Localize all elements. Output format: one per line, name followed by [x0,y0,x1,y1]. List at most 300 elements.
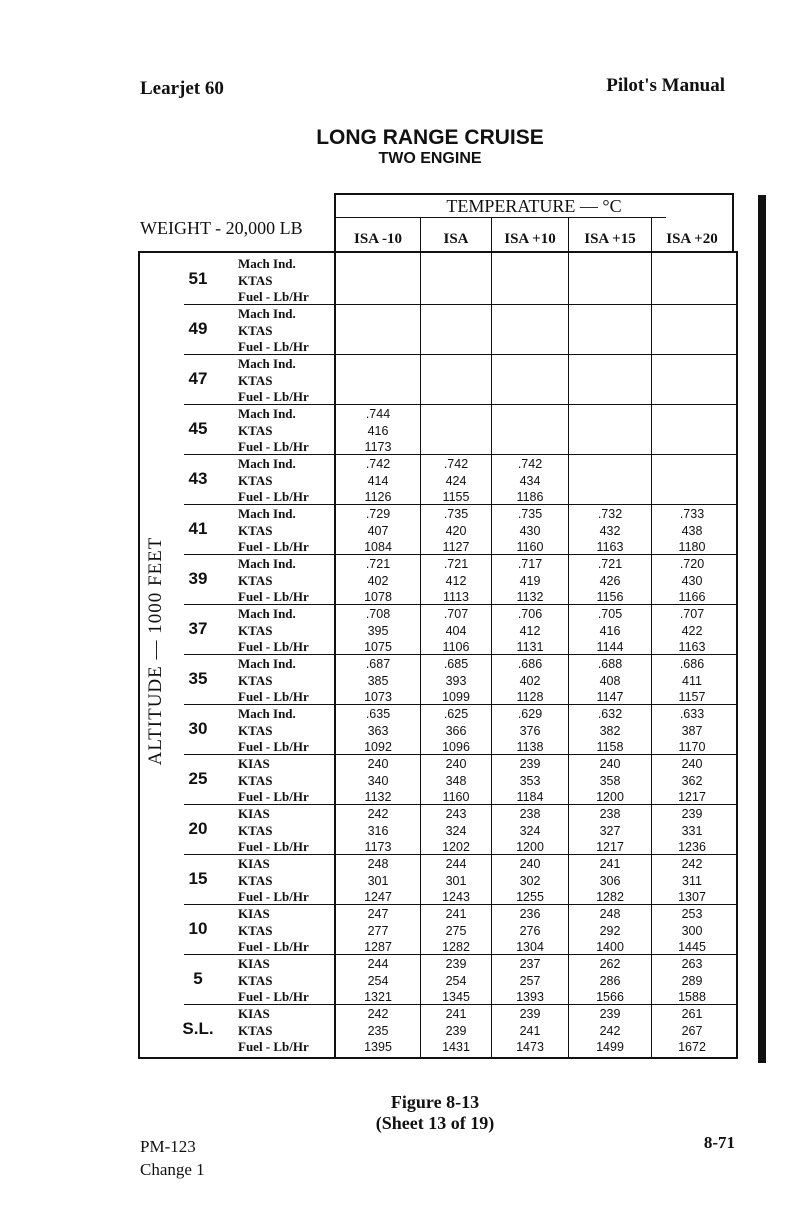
cell-value: 331 [681,823,703,838]
cell-value: 1431 [442,1040,470,1054]
cell-value: 239 [445,1023,467,1038]
cell-value: 253 [681,907,703,921]
cell-value: 1499 [596,1040,624,1054]
table-cell [569,606,651,656]
altitude-value: 25 [188,769,208,788]
cell-value: 424 [445,473,467,488]
altitude-axis-label: ALTITUDE — 1000 FEET [145,536,166,766]
col-header-isa: ISA [443,231,469,247]
cell-value: 408 [599,673,621,688]
cell-value: 1132 [516,590,544,604]
param-label-ktas: KTAS [238,822,273,838]
param-label-fuel: Fuel - Lb/Hr [238,1039,309,1054]
param-label-fuel: Fuel - Lb/Hr [238,789,309,804]
cell-value: 242 [367,1007,389,1021]
cell-value: 1588 [678,990,706,1004]
cell-value: 1287 [364,940,392,954]
cell-value: 242 [681,857,703,871]
table-cell [336,956,420,1006]
cell-value: 1126 [364,490,392,504]
param-label-mach: Mach Ind. [238,356,296,371]
cell-value: .629 [517,707,543,721]
cell-value: 324 [519,823,541,838]
param-label-fuel: Fuel - Lb/Hr [238,989,309,1004]
cell-value: 1147 [596,690,624,704]
table-cell [569,856,651,906]
cell-value: 1184 [516,790,544,804]
table-cell [652,506,732,556]
cell-value: 238 [599,807,621,821]
table-cell [652,756,732,806]
cell-value: 387 [681,723,703,738]
cell-value: 404 [445,623,467,638]
cell-value: .721 [365,557,391,571]
row-divider [184,304,736,305]
table-cell [336,556,420,606]
row-parameter-labels [238,556,309,606]
row-divider [184,654,736,655]
altitude-value: 51 [188,269,208,288]
cell-value: 240 [445,757,467,771]
altitude-value: S.L. [182,1019,214,1038]
altitude-value: 45 [188,419,208,438]
param-label-ktas: KTAS [238,972,273,988]
cell-value: 277 [367,923,389,938]
cell-value: 426 [599,573,621,588]
cell-value: 358 [599,773,621,788]
param-label-fuel: Fuel - Lb/Hr [238,639,309,654]
table-cell [569,906,651,956]
cell-value: 1073 [364,690,392,704]
param-label-fuel: Fuel - Lb/Hr [238,889,309,904]
table-cell [336,1006,420,1056]
cell-value: 430 [519,523,541,538]
cell-value: 1200 [516,840,544,854]
cell-value: 1566 [596,990,624,1004]
table-cell [652,1006,732,1056]
cell-value: .733 [679,507,705,521]
cell-value: .635 [365,707,391,721]
table-cell [492,656,568,706]
cell-value: 1180 [678,540,706,554]
cell-value: .706 [517,607,543,621]
cell-value: 1163 [596,540,624,554]
param-label-kias: KIAS [238,906,270,921]
table-cell [652,856,732,906]
row-parameter-labels [238,256,309,306]
cell-value: 1307 [678,890,706,904]
cell-value: 1106 [442,640,470,654]
cell-value: 239 [599,1007,621,1021]
cell-value: 254 [367,973,389,988]
table-cell [492,906,568,956]
cell-value: 402 [519,673,541,688]
table-right-border [736,251,738,1059]
row-divider [184,1004,736,1005]
cell-value: 242 [367,807,389,821]
param-label-ktas: KTAS [238,872,273,888]
cell-value: .686 [517,657,543,671]
cell-value: 1672 [678,1040,706,1054]
row-parameter-labels [238,306,309,356]
footer-doc-id: PM-123 [140,1137,196,1156]
cell-value: 1155 [442,490,470,504]
cell-value: .633 [679,707,705,721]
cell-value: .721 [443,557,469,571]
altitude-value: 43 [188,469,208,488]
param-label-mach: Mach Ind. [238,556,296,571]
cell-value: 236 [519,907,541,921]
cell-value: 248 [367,857,389,871]
table-cell [336,406,420,456]
cell-value: 289 [681,973,703,988]
altitude-value: 35 [188,669,208,688]
table-cell [421,906,491,956]
cell-value: .707 [443,607,469,621]
cell-value: 242 [599,1023,621,1038]
temp-label-underline [336,217,666,218]
row-parameter-labels [238,906,309,956]
table-cell [336,456,420,506]
cell-value: 257 [519,973,541,988]
cell-value: 395 [367,623,389,638]
table-cell [652,906,732,956]
param-label-fuel: Fuel - Lb/Hr [238,739,309,754]
row-parameter-labels [238,506,309,556]
cell-value: .705 [597,607,623,621]
table-cell [421,1006,491,1056]
cell-value: 244 [367,957,389,971]
cell-value: 1217 [678,790,706,804]
cell-value: 411 [682,673,702,688]
cell-value: 1113 [443,590,469,604]
param-label-ktas: KTAS [238,572,273,588]
cell-value: 244 [445,857,467,871]
footer-page-number: 8-71 [703,1133,735,1152]
param-label-ktas: KTAS [238,672,273,688]
param-label-fuel: Fuel - Lb/Hr [238,289,309,304]
table-cell [336,706,420,756]
cell-value: 1138 [516,740,544,754]
row-parameter-labels [238,656,309,706]
cell-value: 239 [681,807,703,821]
table-cell [421,806,491,856]
cell-value: .688 [597,657,623,671]
altitude-value: 37 [188,619,208,638]
table-left-border [138,251,140,1059]
cell-value: 241 [599,857,621,871]
cell-value: 1163 [678,640,706,654]
cell-value: 311 [682,873,702,888]
table-cell [652,556,732,606]
temp-box-right [732,193,734,253]
cell-value: 1345 [442,990,470,1004]
cell-value: 438 [681,523,703,538]
cell-value: .720 [679,557,705,571]
cell-value: 1156 [596,590,624,604]
cell-value: 240 [367,757,389,771]
row-parameter-labels [238,956,309,1006]
table-cell [421,506,491,556]
cell-value: .742 [443,457,469,471]
cell-value: 1127 [442,540,470,554]
altitude-value: 15 [188,869,208,888]
param-label-mach: Mach Ind. [238,306,296,321]
cell-value: .717 [517,557,543,571]
param-label-fuel: Fuel - Lb/Hr [238,489,309,504]
table-cell [492,456,568,506]
row-divider [184,354,736,355]
weight-label: WEIGHT - 20,000 LB [140,218,303,238]
col-header-isa-minus-10: ISA -10 [354,231,402,247]
table-cell [569,1006,651,1056]
cell-value: 240 [599,757,621,771]
cell-value: .742 [365,457,391,471]
altitude-value: 20 [188,819,208,838]
cell-value: .685 [443,657,469,671]
param-label-fuel: Fuel - Lb/Hr [238,339,309,354]
param-label-mach: Mach Ind. [238,456,296,471]
param-label-fuel: Fuel - Lb/Hr [238,939,309,954]
cell-value: .687 [365,657,391,671]
table-cell [569,706,651,756]
cell-value: .744 [365,407,391,421]
cell-value: 240 [519,857,541,871]
param-label-mach: Mach Ind. [238,256,296,271]
table-cell [569,656,651,706]
cell-value: .732 [597,507,623,521]
table-cell [336,806,420,856]
cell-value: 1096 [442,740,470,754]
row-parameter-labels [238,456,309,506]
table-cell [652,806,732,856]
table-cell [652,706,732,756]
cell-value: 1128 [516,690,544,704]
cell-value: 420 [445,523,467,538]
cell-value: 276 [519,923,541,938]
cell-value: 1400 [596,940,624,954]
table-cell [569,956,651,1006]
table-cell [492,1006,568,1056]
cell-value: 434 [519,473,541,488]
cell-value: 327 [599,823,621,838]
cell-value: 1173 [364,840,392,854]
cell-value: 238 [519,807,541,821]
table-cell [421,756,491,806]
row-divider [184,904,736,905]
cell-value: 1395 [364,1040,392,1054]
cell-value: 1131 [516,640,544,654]
cell-value: 1173 [364,440,392,454]
table-cell [569,756,651,806]
cell-value: 1186 [516,490,544,504]
param-label-ktas: KTAS [238,622,273,638]
param-label-ktas: KTAS [238,522,273,538]
cell-value: .729 [365,507,391,521]
altitude-value: 49 [188,319,208,338]
cell-value: 261 [681,1007,703,1021]
table-cell [421,606,491,656]
cell-value: 1132 [364,790,392,804]
cell-value: 1247 [364,890,392,904]
cell-value: 1157 [678,690,706,704]
cell-value: 1282 [596,890,624,904]
table-cell [336,906,420,956]
figure-sheet: (Sheet 13 of 19) [375,1113,495,1133]
table-cell [492,756,568,806]
row-divider [184,504,736,505]
table-cell [492,856,568,906]
param-label-kias: KIAS [238,1006,270,1021]
table-cell [421,856,491,906]
cell-value: 1473 [516,1040,544,1054]
cell-value: 1158 [596,740,624,754]
cell-value: 1170 [678,740,706,754]
param-label-ktas: KTAS [238,322,273,338]
cell-value: .707 [679,607,705,621]
altitude-value: 41 [188,519,208,538]
cell-value: 1084 [364,540,392,554]
table-cell [569,806,651,856]
cell-value: 235 [367,1023,389,1038]
table-cell [336,506,420,556]
table-cell [569,556,651,606]
table-cell [652,656,732,706]
cell-value: 412 [445,573,467,588]
row-parameter-labels [238,356,309,406]
table-cell [421,656,491,706]
cell-value: 1160 [442,790,470,804]
cell-value: 416 [367,423,389,438]
footer-change: Change 1 [140,1160,205,1179]
altitude-value: 5 [193,969,203,988]
cell-value: 363 [367,723,389,738]
cell-value: 385 [367,673,389,688]
row-parameter-labels [238,756,309,806]
cell-value: 366 [445,723,467,738]
cell-value: 1393 [516,990,544,1004]
table-cell [336,606,420,656]
cell-value: 1078 [364,590,392,604]
cell-value: .625 [443,707,469,721]
cell-value: .735 [443,507,469,521]
cell-value: 306 [599,873,621,888]
cell-value: 1075 [364,640,392,654]
cell-value: 324 [445,823,467,838]
cell-value: 241 [445,1007,467,1021]
cell-value: 432 [599,523,621,538]
cell-value: 1217 [596,840,624,854]
row-divider [184,754,736,755]
sidebar-bar [758,195,766,1063]
cell-value: .735 [517,507,543,521]
param-label-kias: KIAS [238,956,270,971]
param-label-ktas: KTAS [238,472,273,488]
param-label-fuel: Fuel - Lb/Hr [238,439,309,454]
header-right: Pilot's Manual [606,75,725,96]
row-parameter-labels [238,1006,309,1056]
cell-value: 422 [681,623,703,638]
param-label-kias: KIAS [238,856,270,871]
page-title: LONG RANGE CRUISE [316,126,544,149]
cell-value: 239 [445,957,467,971]
table-cell [492,606,568,656]
cell-value: 301 [445,873,467,888]
cell-value: 1144 [596,640,624,654]
param-label-ktas: KTAS [238,772,273,788]
param-label-mach: Mach Ind. [238,606,296,621]
cell-value: 263 [681,957,703,971]
col-header-isa-plus-20: ISA +20 [666,231,718,247]
cell-value: 412 [519,623,541,638]
param-label-fuel: Fuel - Lb/Hr [238,589,309,604]
cell-value: 414 [367,473,389,488]
cell-value: 407 [367,523,389,538]
cell-value: 419 [519,573,541,588]
cell-value: 1202 [442,840,470,854]
table-cell [652,956,732,1006]
altitude-value: 10 [188,919,208,938]
cell-value: 237 [519,957,541,971]
cell-value: 1092 [364,740,392,754]
cell-value: 1321 [364,990,392,1004]
cell-value: 1243 [442,890,470,904]
cell-value: 301 [367,873,389,888]
cell-value: .708 [365,607,391,621]
cell-value: .686 [679,657,705,671]
cell-value: 353 [519,773,541,788]
table-cell [569,506,651,556]
param-label-ktas: KTAS [238,1022,273,1038]
row-divider [184,404,736,405]
cell-value: .632 [597,707,623,721]
cell-value: 416 [599,623,621,638]
temp-box-top [334,193,734,195]
param-label-ktas: KTAS [238,272,273,288]
table-cell [492,806,568,856]
table-cell [421,456,491,506]
row-divider [184,804,736,805]
cell-value: 1200 [596,790,624,804]
cell-value: 275 [445,923,467,938]
param-label-fuel: Fuel - Lb/Hr [238,689,309,704]
cell-value: .721 [597,557,623,571]
table-cell [492,556,568,606]
temperature-label: TEMPERATURE — °C [446,196,622,216]
param-label-kias: KIAS [238,806,270,821]
cell-value: 247 [367,907,389,921]
table-cell [421,706,491,756]
row-divider [184,604,736,605]
cell-value: 340 [367,773,389,788]
param-label-mach: Mach Ind. [238,506,296,521]
table-cell [492,956,568,1006]
cell-value: 393 [445,673,467,688]
param-label-ktas: KTAS [238,372,273,388]
cell-value: 267 [681,1023,703,1038]
cell-value: 1236 [678,840,706,854]
cell-value: 241 [445,907,467,921]
cell-value: 248 [599,907,621,921]
table-cell [336,656,420,706]
cell-value: 262 [599,957,621,971]
col-header-isa-plus-15: ISA +15 [584,231,636,247]
table-cell [492,506,568,556]
cell-value: 300 [681,923,703,938]
row-divider [184,854,736,855]
cell-value: 316 [367,823,389,838]
param-label-fuel: Fuel - Lb/Hr [238,539,309,554]
